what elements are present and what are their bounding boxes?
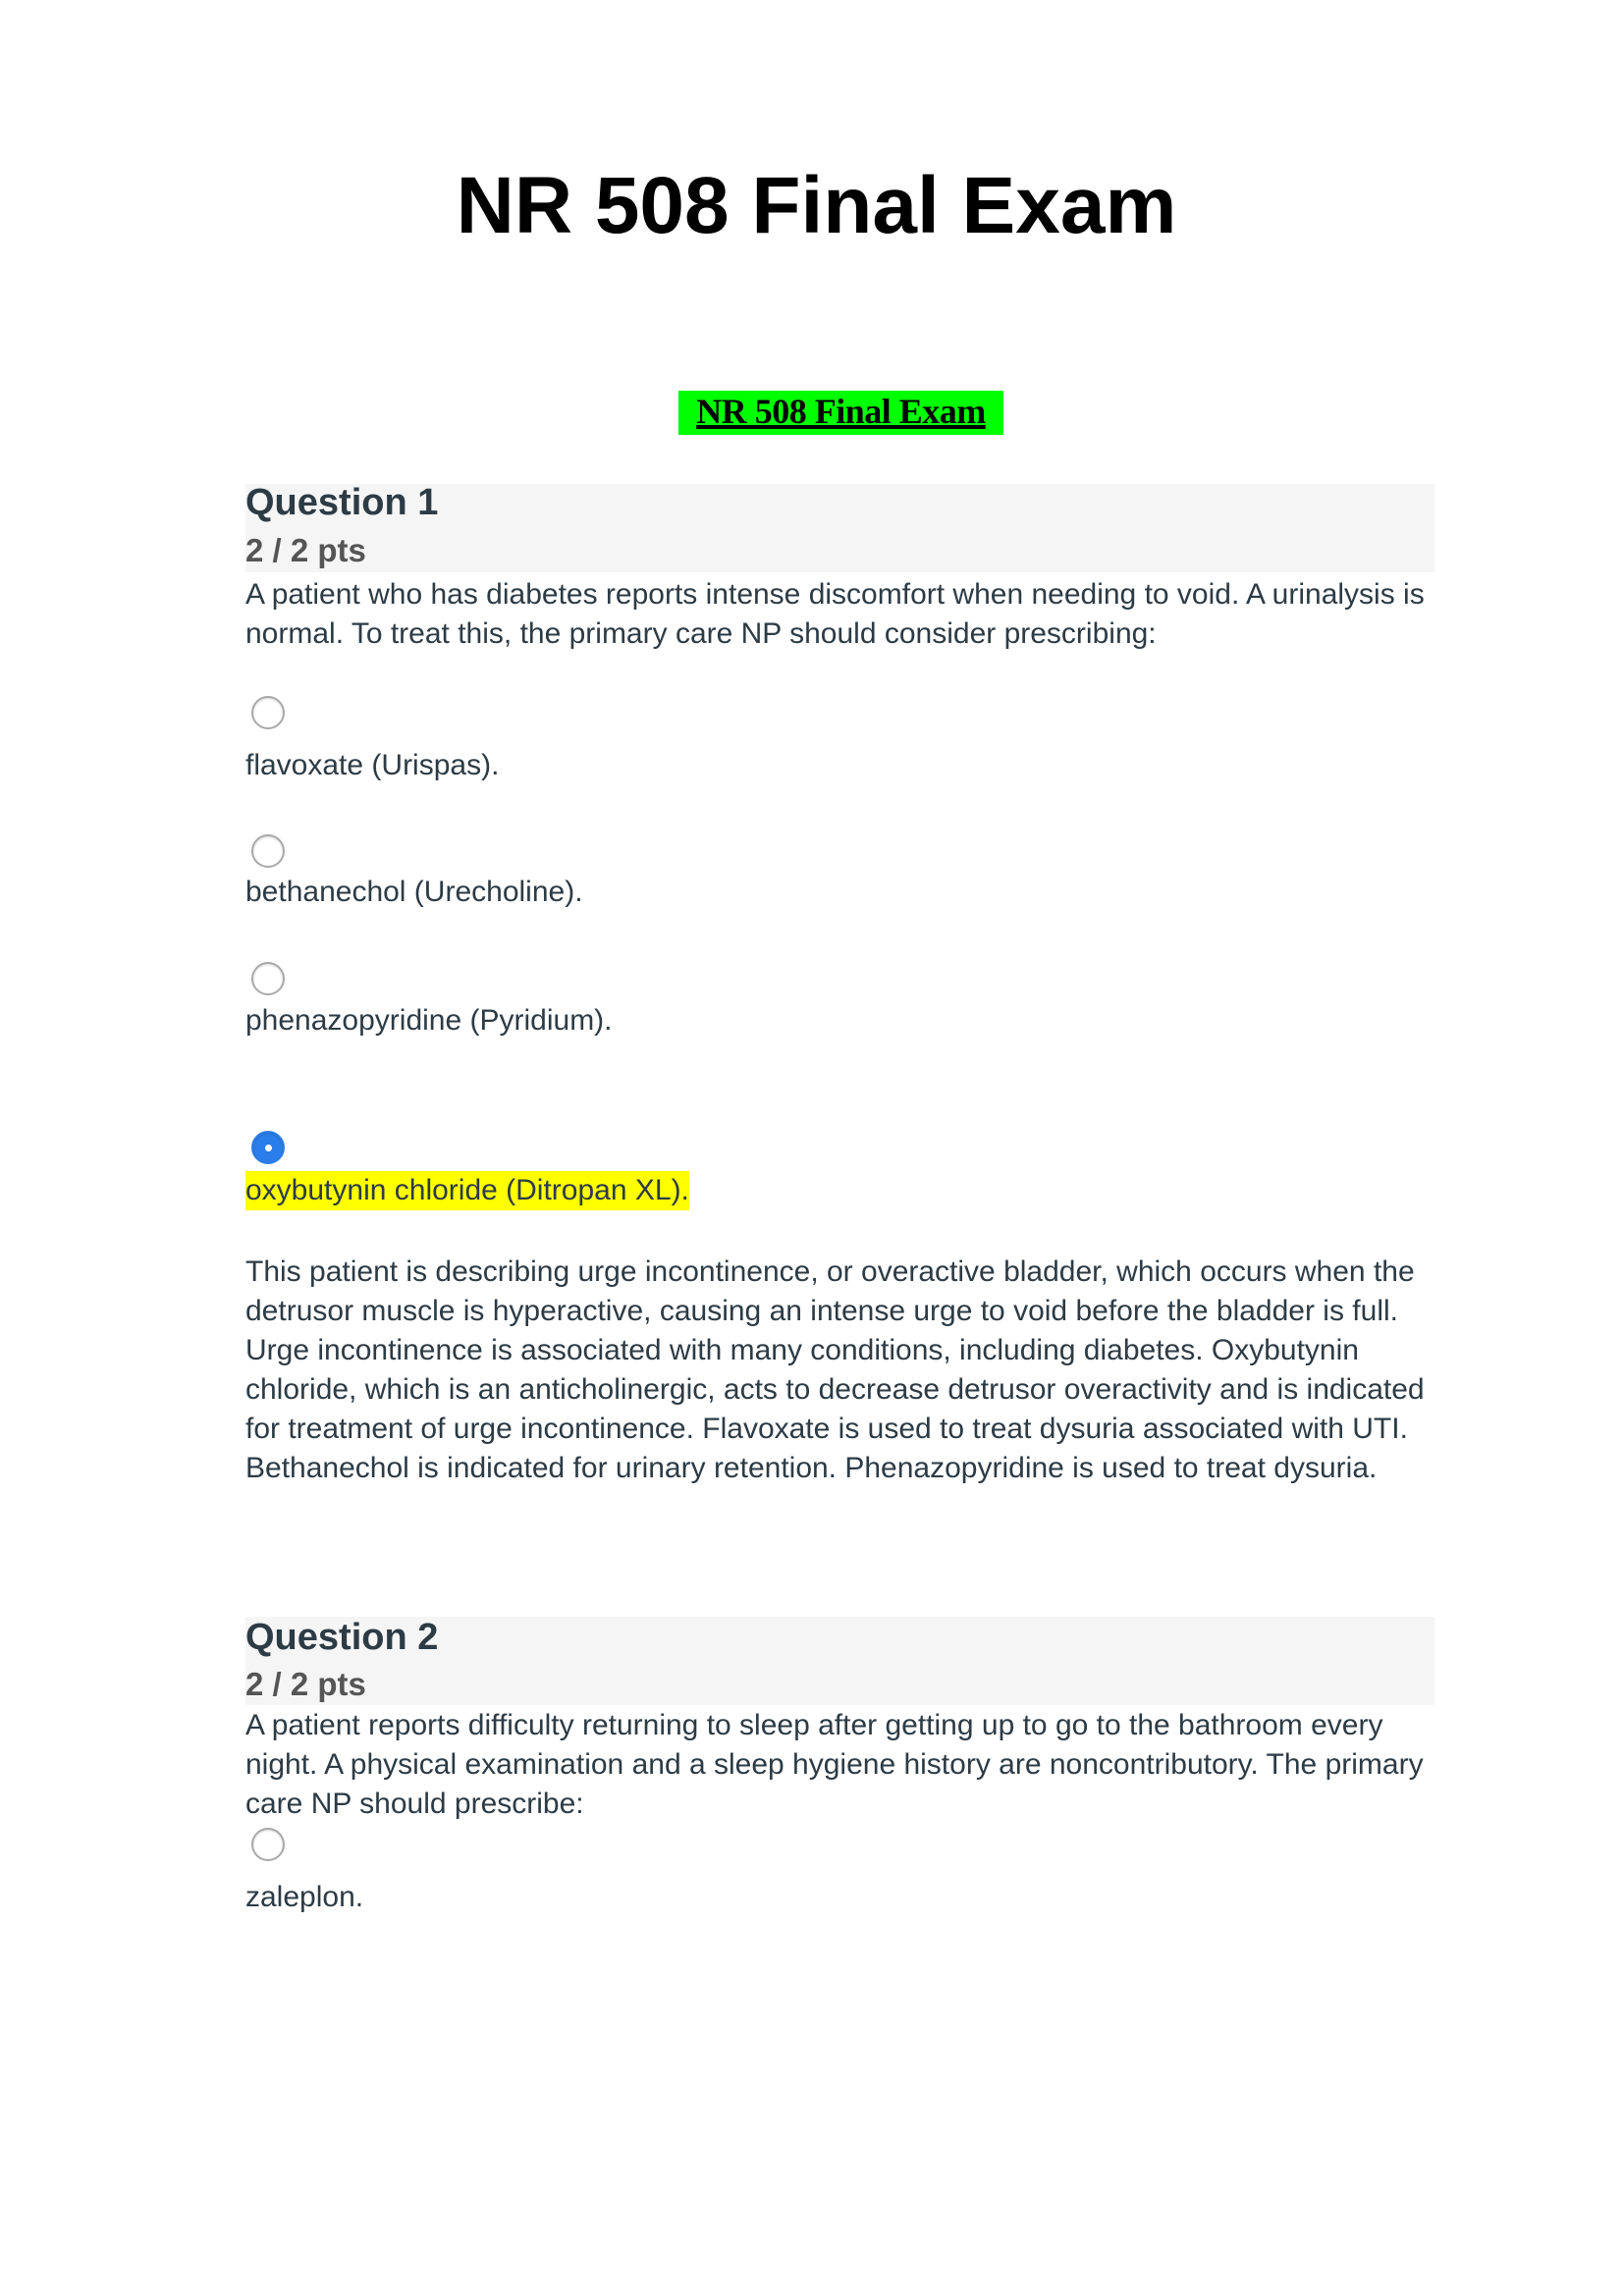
question-2-prompt: A patient reports difficulty returning to sleep after getting up to go to the bathroom every night. A physical examination and a sleep hygiene history are noncontributory. The primary care NP should prescribe: [245,1709,1424,1820]
option-radio[interactable] [251,696,285,729]
highlighted-subtitle: NR 508 Final Exam [678,391,1003,435]
question-2-title: Question 2 [245,1617,439,1658]
option-label: bethanechol (Urecholine). [245,876,583,908]
option-label-correct: oxybutynin chloride (Ditropan XL). [245,1171,689,1210]
document-title: NR 508 Final Exam [456,161,1177,250]
question-1-title: Question 1 [245,482,439,523]
question-2-points: 2 / 2 pts [245,1666,366,1702]
question-1-explanation: This patient is describing urge incontinence, or overactive bladder, which occurs when the detrusor muscle is hyperactive, causing an intense urge to void before the bladder is full. Urge incontinence is associated with many conditions, including diabetes. Oxybutynin chloride, which is an anticholinergic, acts to decrease detrusor overactivity and is indicated for treatment of urge incontinence. Flavoxate is used to treat dysuria associated with UTI. Bethanechol is indicated for urinary retention. Phenazopyridine is used to treat dysuria. [245,1255,1425,1484]
option-radio[interactable] [251,1828,285,1861]
option-label: zaleplon. [245,1881,364,1913]
option-label: phenazopyridine (Pyridium). [245,1004,613,1037]
option-radio[interactable] [251,834,285,868]
option-radio-selected[interactable] [251,1131,285,1164]
option-radio[interactable] [251,962,285,995]
question-1-points: 2 / 2 pts [245,532,366,568]
option-label: flavoxate (Urispas). [245,749,500,781]
question-1-prompt: A patient who has diabetes reports intense discomfort when needing to void. A urinalysis is normal. To treat this, the primary care NP should consider prescribing: [245,578,1425,650]
